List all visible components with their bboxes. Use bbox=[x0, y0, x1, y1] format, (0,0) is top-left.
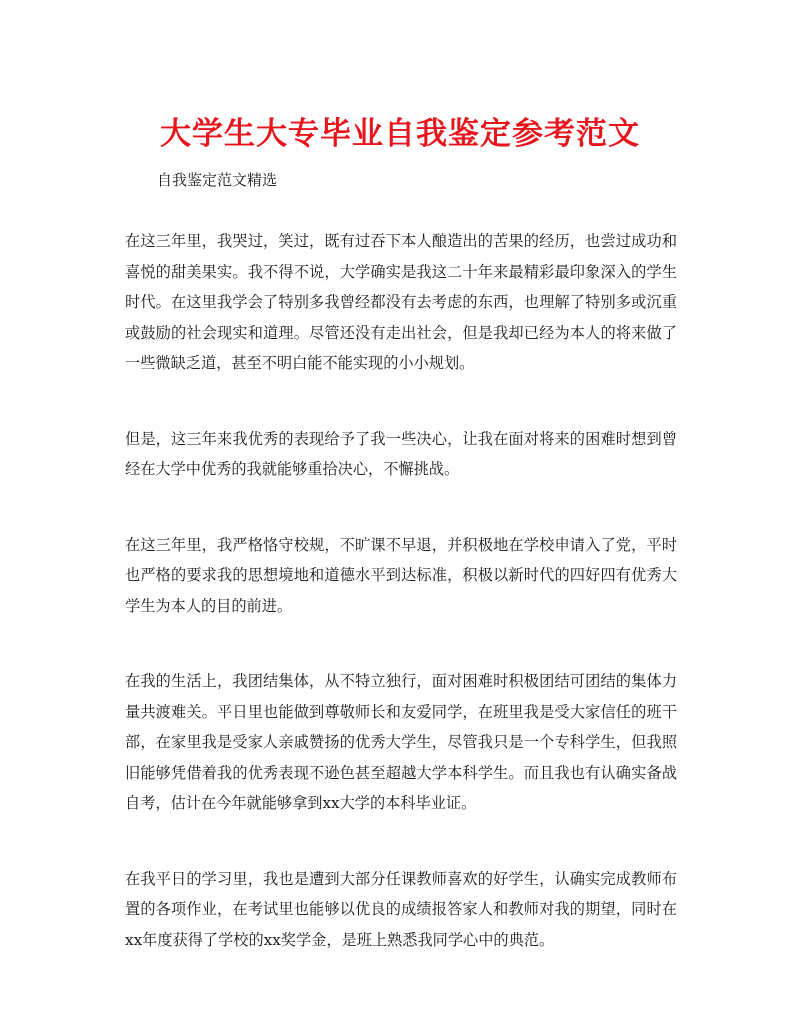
document-body bbox=[125, 226, 677, 955]
document-title: 大学生大专毕业自我鉴定参考范文 bbox=[160, 116, 640, 152]
document-subtitle: 自我鉴定范文精选 bbox=[157, 171, 278, 189]
paragraph-4: 在我的生活上，我团结集体，从不特立独行，面对困难时积极团结可团结的集体力量共渡难关。平日里也能做到尊敬师长和友爱同学，在班里我是受大家信任的班干部，在家里我是受家人亲戚赞扬的优秀大学生，尽管我只是一个专科学生，但我照旧能够凭借着我的优秀表现不逊色甚至超越大学本科学生。而且我也有认确实备战自考，估计在今年就能够拿到xx大学的本科毕业证。 bbox=[125, 672, 677, 812]
paragraph-1: 在这三年里，我哭过，笑过，既有过吞下本人酿造出的苦果的经历，也尝过成功和喜悦的甜美果实。我不得不说，大学确实是我这二十年来最精彩最印象深入的学生时代。在这里我学会了特别多我曾经都没有去考虑的东西，也理解了特别多或沉重或鼓励的社会现实和道理。尽管还没有走出社会，但是我却已经为本人的将来做了一些微缺乏道，甚至不明白能不能实现的小小规划。 bbox=[125, 232, 677, 372]
paragraph-2: 但是，这三年来我优秀的表现给予了我一些决心，让我在面对将来的困难时想到曾经在大学中优秀的我就能够重拾决心，不懈挑战。 bbox=[125, 429, 677, 478]
paragraph-3: 在这三年里，我严格恪守校规，不旷课不早退，并积极地在学校申请入了党，平时也严格的要求我的思想境地和道德水平到达标准，积极以新时代的四好四有优秀大学生为本人的目的前进。 bbox=[125, 535, 677, 615]
paragraph-5: 在我平日的学习里，我也是遭到大部分任课教师喜欢的好学生，认确实完成教师布置的各项作业，在考试里也能够以优良的成绩报答家人和教师对我的期望，同时在xx年度获得了学校的xx奖学金，是班上熟悉我同学心中的典范。 bbox=[125, 869, 677, 949]
